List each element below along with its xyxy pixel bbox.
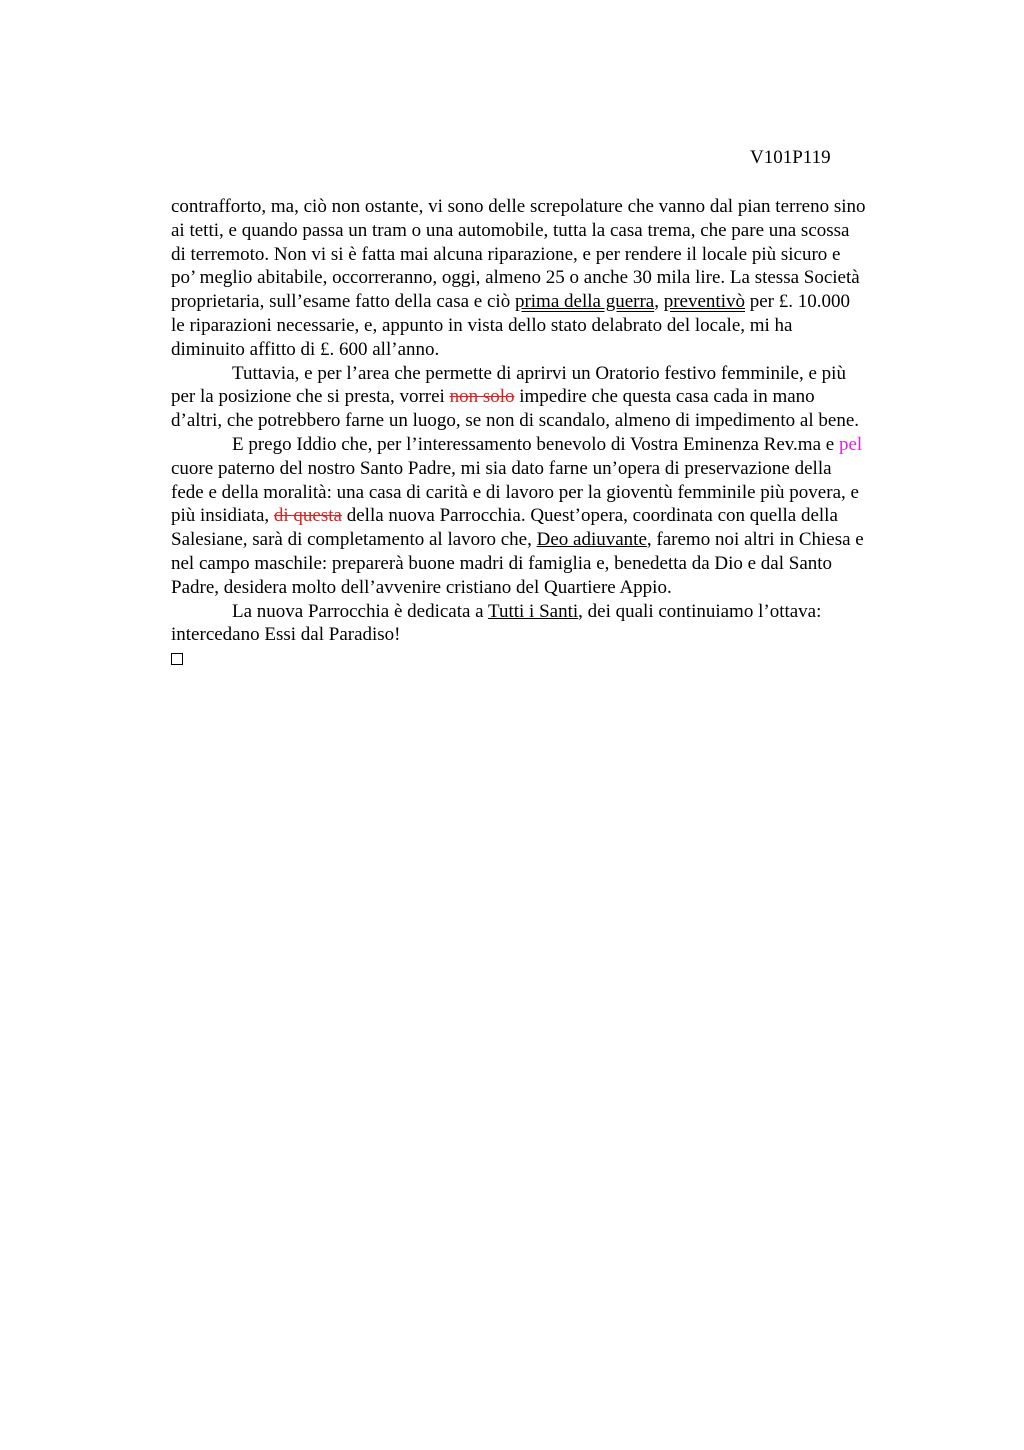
- square-box-icon: [171, 653, 183, 665]
- text-line: [171, 291, 850, 312]
- underlined-phrase: Tutti i Santi: [488, 600, 579, 622]
- text-segment: , dei quali continuiamo l’ottava:: [578, 600, 822, 622]
- paragraph-1: [171, 195, 931, 362]
- end-marker-line: [171, 647, 931, 671]
- text-line: cuore paterno del nostro Santo Padre, mi sia dato farne un’opera di preservazione della: [171, 457, 832, 479]
- text-line: contrafforto, ma, ciò non ostante, vi sono delle screpolature che vanno dal pian terreno sino: [171, 196, 866, 217]
- double-underlined-phrase: prima della guerra: [514, 291, 655, 313]
- text-line: d’altri, che potrebbero farne un luogo, se non di scandalo, almeno di impedimento al bene.: [171, 410, 860, 432]
- text-segment: , faremo noi altri in Chiesa e: [646, 529, 864, 551]
- text-line: diminuito affitto di £. 600 all’anno.: [171, 338, 440, 360]
- text-line: intercedano Essi dal Paradiso!: [171, 624, 401, 646]
- text-segment: più insidiata,: [171, 505, 274, 527]
- text-line: [232, 434, 862, 455]
- deleted-text: non solo: [449, 386, 515, 408]
- text-line: nel campo maschile: preparerà buone madri di famiglia e, benedetta da Dio e dal Santo: [171, 552, 833, 574]
- text-segment: per la posizione che si presta, vorrei: [171, 386, 450, 408]
- underlined-phrase: Deo adiuvante: [536, 529, 647, 551]
- deleted-text: di questa: [273, 505, 342, 527]
- text-line: di terremoto. Non vi si è fatta mai alcuna riparazione, e per rendere il locale più sicuro e: [171, 243, 841, 265]
- double-underlined-phrase: preventivò: [663, 291, 745, 313]
- text-segment: La nuova Parrocchia è dedicata a: [232, 600, 489, 622]
- text-line: le riparazioni necessarie, e, appunto in vista dello stato delabrato del locale, mi ha: [171, 314, 793, 336]
- page-id: V101P119: [750, 147, 831, 168]
- text-line: po’ meglio abitabile, occorreranno, oggi, almeno 25 o anche 30 mila lire. La stessa Società: [171, 267, 860, 289]
- text-line: [171, 505, 838, 526]
- text-segment: E prego Iddio che, per l’interessamento benevolo di Vostra Eminenza Rev.ma e: [232, 433, 839, 455]
- text-segment: ,: [654, 291, 664, 313]
- inserted-text: pel: [838, 433, 863, 455]
- text-line: [171, 529, 864, 550]
- paragraph-2: [171, 362, 931, 433]
- text-segment: impedire che questa casa cada in mano: [514, 386, 815, 408]
- document-body: [171, 195, 931, 671]
- paragraph-3: [171, 433, 931, 600]
- text-line: [232, 601, 821, 622]
- text-segment: proprietaria, sull’esame fatto della casa e ciò: [171, 291, 515, 313]
- paragraph-4: [171, 600, 931, 648]
- text-line: Padre, desidera molto dell’avvenire cristiano del Quartiere Appio.: [171, 576, 672, 598]
- text-line: ai tetti, e quando passa un tram o una automobile, tutta la casa trema, che pare una scossa: [171, 219, 850, 241]
- text-segment: per £. 10.000: [744, 291, 850, 313]
- text-line: fede e della moralità: una casa di carità e di lavoro per la gioventù femminile più povera, e: [171, 481, 859, 503]
- text-segment: della nuova Parrocchia. Quest’opera, coordinata con quella della: [341, 505, 838, 527]
- text-line: Tuttavia, e per l’area che permette di aprirvi un Oratorio festivo femminile, e più: [232, 362, 846, 384]
- text-segment: Salesiane, sarà di completamento al lavoro che,: [171, 529, 537, 551]
- text-line: [171, 386, 815, 407]
